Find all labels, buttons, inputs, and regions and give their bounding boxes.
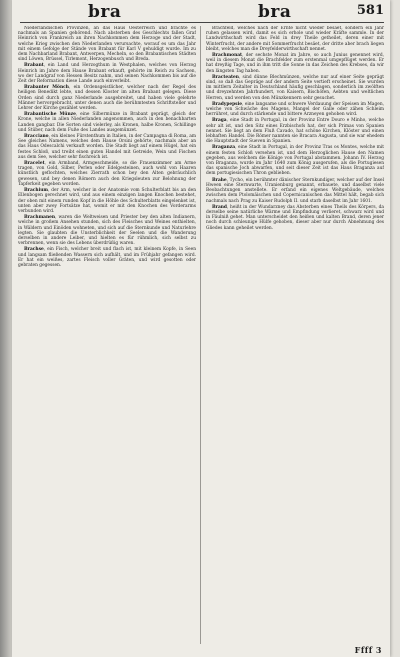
- header-rule: [20, 22, 384, 23]
- entry-title: Brand: [212, 204, 227, 210]
- entry-text: ein kleines Fürstenthum in Italien, in der Campagna di Roma, am See gleiches Namens, welches dem Hause Orsini gehörte, nachmals aber an das Haus Odescalchi verkauft worden. Die Stadt liegt auf einem Hügel, hat ein festes Schloß, und treibt einen guten Handel mit Getreide, Wein und Fischen aus dem See, welcher sehr fischreich ist.: [18, 134, 196, 160]
- entry-text: Tycho, ein berühmter dänischer Sternkundiger, welcher auf der Insel Hween eine Sternwarte, Uranienburg genannt, erbauete, und daselbst viele Beobachtungen anstellete. Er erfand ein eigenes Weltgebäude, welches zwischen dem Ptolomäischen und Copernicanischen das Mittel hält, begab sich nachmals nach Prag zu Kaiser Rudolph II. und starb daselbst im Jahr 1601.: [206, 177, 384, 204]
- entry-title: Brachium: [24, 188, 48, 194]
- entry-paragraph: Brabant, ein Land und Herzogthum in Westphalen, welches von Herzog Heinrich im Jahre dem Hause Brabant erkauft, gehörte im Reich zu Sachsen, wo der Landgraf von Hessen Besitz nahm, und seinen Nachkommen bis auf die Zeit der Reformation diese Lande auch einverleibt.: [18, 63, 196, 85]
- entry-text: Niederländischen Provinzen, an das Haus Oesterreich und brachte es nachmals an Spanien gehörend. Nach absterben des Geschlechts fallen Graf Heinrich von Frankreich an ihren Nachkommen dem Herzoge und der Stadt, welche Krieg zwischen den Niederlanden verursachte, worauf es um das Jahr mit einem Gefolge der Stände von Brabant für Karl V gehuldigt wurde. Im zu dem Nachbarland Brabant, Antwerpen, Mecheln, so den Brabantischen Städten sind Löwen, Brüssel, Tirlemont, Herzogenbusch und Breda.: [18, 26, 196, 63]
- entry-title: Braganza: [212, 145, 236, 151]
- entry-paragraph: Braganza, eine Stadt in Portugal, in der Provinz Tras os Montes, welche mit einem festen Schloß versehen ist, und dem Herzoglichen Hause den Namen gegeben, aus welchem die Könige von Portugal abstammen. Johann IV. Herzog von Braganza, wurde im Jahr 1640 zum König ausgerufen, als die Portugiesen das spanische Joch abwarfen, und seit dieser Zeit ist das Haus Braganza auf dem portugiesischen Thron geblieben.: [206, 145, 384, 177]
- entry-paragraph: [18, 26, 196, 62]
- entry-paragraph: Brachmanen, waren die Weltweisen und Priester bey den alten Indianern, welche in großem Ansehen stunden, sich des Fleisches und Weines enthielten, in Wäldern und Einöden wohneten, und sich auf die Sternkunde und Naturlehre legten. Sie glaubten die Unsterblichkeit der Seelen und die Wanderung derselben in andere Leiber, und hielten es für rühmlich, sich selbst zu verbrennen, wenn sie des Lebens überdrüßig waren.: [18, 215, 196, 247]
- entry-text: der sechste Monat im Jahre, so auch Junius genennet wird, weil in diesem Monat die Brachfelder zum erstenmal umgepflüget werden. Er hat dreyßig Tage, und in ihm tritt die Sonne in das Zeichen des Krebses, da wir den längsten Tag haben.: [206, 53, 384, 74]
- catchword: Ffff 3: [354, 645, 382, 655]
- entry-text: ein Land und Herzogthum in Westphalen, welches von Herzog Heinrich im Jahre dem Hause Brabant erkauft, gehörte im Reich zu Sachsen, wo der Landgraf von Hessen Besitz nahm, und seinen Nachkommen bis auf die Zeit der Reformation diese Lande auch einverleibt.: [18, 63, 196, 85]
- entry-text: ein Ordensgeistlicher, welcher nach der Regel des heiligen Benedikt lebte, und dessen Kloster im alten Brabant gelegen. Diese Orden sind durch ganz Niederlande ausgebreitet, und haben viele gelehrte Männer hervorgebracht, unter denen auch die berühmtesten Schriftsteller und Lehrer der Kirche gezählet werden.: [18, 85, 196, 112]
- entry-text: der Arm, welcher in der Anatomie vom Schulterblatt bis an den Ellenbogen gerechnet wird, und aus einem einzigen langen Knochen bestehet, der oben mit einem runden Kopf in die Höhle des Schulterblatts eingelenket ist, unten aber zwey Fortsätze hat, womit er mit den Knochen des Vorderarms verbunden wird.: [18, 188, 196, 214]
- entry-text: heißt in der Wundarzney das Absterben eines Theils des Körpers, da derselbe seine natürliche Wärme und Empfindung verlieret, schwarz wird und in Fäulniß gehet. Man unterscheidet den heißen und kalten Brand, deren jener noch durch schleunige Hülfe gehoben, dieser aber nur durch Abnehmung des Gliedes kann geheilet werden.: [206, 204, 384, 231]
- entry-paragraph: Brand, heißt in der Wundarzney das Absterben eines Theils des Körpers, da derselbe seine natürliche Wärme und Empfindung verlieret, schwarz wird und in Fäulniß gehet. Man unterscheidet den heißen und kalten Brand, deren jener noch durch schleunige Hülfe gehoben, dieser aber nur durch Abnehmung des Gliedes kann geheilet werden.: [206, 204, 384, 231]
- entry-text: eine Stadt in Portugal, in der Provinz Tras os Montes, welche mit einem festen Schloß versehen ist, und dem Herzoglichen Hause den Namen gegeben, aus welchem die Könige von Portugal abstammen. Johann IV. Herzog von Braganza, wurde im Jahr 1640 zum König ausgerufen, als die Portugiesen das spanische Joch abwarfen, und seit dieser Zeit ist das Haus Braganza auf dem portugiesischen Thron geblieben.: [206, 145, 384, 177]
- entry-title: Brachmonat: [212, 53, 243, 59]
- entry-paragraph: Brachmonat, der sechste Monat im Jahre, so auch Junius genennet wird, weil in diesem Monat die Brachfelder zum erstenmal umgepflüget werden. Er hat dreyßig Tage, und in ihm tritt die Sonne in das Zeichen des Krebses, da wir den längsten Tag haben.: [206, 53, 384, 74]
- entry-text: ein Armband, Armgeschmeide, so die Frauenzimmer am Arme tragen, von Gold, Silber, Perlen oder Edelgesteinen, auch wohl von Haaren künstlich geflochten, welches Zierrath schon bey den Alten gebräuchlich gewesen, und bey denen Römern auch den Kriegsleuten zur Belohnung der Tapferkeit gegeben worden.: [18, 161, 196, 187]
- entry-paragraph: Brahe, Tycho, ein berühmter dänischer Sternkundiger, welcher auf der Insel Hween eine Sternwarte, Uranienburg genannt, erbauete, und daselbst viele Beobachtungen anstellete. Er erfand ein eigenes Weltgebäude, welches zwischen dem Ptolomäischen und Copernicanischen das Mittel hält, begab sich nachmals nach Prag zu Kaiser Rudolph II. und starb daselbst im Jahr 1601.: [206, 177, 384, 204]
- entry-title: Bracelet: [24, 161, 45, 167]
- book-page: [12, 0, 390, 657]
- entry-text: eine Silbermünze in Brabant geprägt, gleich der Krone, welche in allen Niederlanden angenommen, auch in den benachbarten Landen gangbar. Die Sorten sind vielerley, als Kronen, halbe Kronen, Schillinge und Stüber, nach dem Fuße des Landes ausgemünzet.: [18, 112, 196, 133]
- entry-paragraph: Bracteaten, sind dünne Blechmünzen, welche nur auf einer Seite geprägt sind, so daß das Gepräge auf der andern Seite vertieft erscheinet. Sie wurden im mittlern Zeitalter in Deutschland häufig geschlagen, sonderlich im zwölften und dreyzehnten Jahrhundert, von Kaisern, Bischöfen, Aebten und weltlichen Herren, und werden von den Münzkennern sehr gesuchet.: [206, 74, 384, 101]
- entry-title: Brabanter Mönch: [24, 85, 69, 91]
- entry-title: Bradypepsie: [212, 101, 243, 107]
- entry-title: Brachmanen: [24, 215, 56, 221]
- entry-paragraph: Brabantische Münze, eine Silbermünze in Brabant geprägt, gleich der Krone, welche in allen Niederlanden angenommen, auch in den benachbarten Landen gangbar. Die Sorten sind vielerley, als Kronen, halbe Kronen, Schillinge und Stüber, nach dem Fuße des Landes ausgemünzet.: [18, 112, 196, 133]
- running-header: [12, 2, 390, 20]
- book-gutter: [0, 0, 12, 657]
- header-left-word: bra: [88, 2, 122, 22]
- entry-title: Bracteaten: [212, 74, 239, 80]
- entry-title: Bracciano: [24, 134, 49, 140]
- column-divider: [200, 26, 201, 644]
- entry-paragraph: [206, 26, 384, 52]
- page-number: 581: [356, 3, 384, 18]
- entry-text: sind dünne Blechmünzen, welche nur auf einer Seite geprägt sind, so daß das Gepräge auf der andern Seite vertieft erscheinet. Sie wurden im mittlern Zeitalter in Deutschland häufig geschlagen, sonderlich im zwölften und dreyzehnten Jahrhundert, von Kaisern, Bischöfen, Aebten und weltlichen Herren, und werden von den Münzkennern sehr gesuchet.: [206, 74, 384, 101]
- entry-paragraph: Brachse, ein Fisch, welcher breit und flach ist, mit kleinem Kopfe, in Seen und langsam fließenden Wassern sich aufhält, und im Frühjahr gefangen wird. Er hat ein weißes, zartes Fleisch voller Gräten, und wird gesotten oder gebraten gegessen.: [18, 247, 196, 268]
- entry-title: Brahe: [212, 177, 227, 183]
- entry-text: waren die Weltweisen und Priester bey den alten Indianern, welche in großem Ansehen stunden, sich des Fleisches und Weines enthielten, in Wäldern und Einöden wohneten, und sich auf die Sternkunde und Naturlehre legten. Sie glaubten die Unsterblichkeit der Seelen und die Wanderung derselben in andere Leiber, und hielten es für rühmlich, sich selbst zu verbrennen, wenn sie des Lebens überdrüßig waren.: [18, 215, 196, 247]
- entry-paragraph: Braga, eine Stadt in Portugal, in der Provinz Entre Douro e Minho, welche sehr alt ist, und den Sitz eines Erzbischofs hat, der sich Primas von Spanien nennet. Sie liegt an dem Fluß Cavado, hat schöne Kirchen, Klöster und einen lebhaften Handel. Die Römer nannten sie Bracara Augusta, und sie war ehedem die Hauptstadt der Sueven in Spanien.: [206, 118, 384, 145]
- entry-text: ein Fisch, welcher breit und flach ist, mit kleinem Kopfe, in Seen und langsam fließenden Wassern sich aufhält, und im Frühjahr gefangen wird. Er hat ein weißes, zartes Fleisch voller Gräten, und wird gesotten oder gebraten gegessen.: [18, 247, 196, 268]
- entry-paragraph: Bracelet, ein Armband, Armgeschmeide, so die Frauenzimmer am Arme tragen, von Gold, Silber, Perlen oder Edelgesteinen, auch wohl von Haaren künstlich geflochten, welches Zierrath schon bey den Alten gebräuchlich gewesen, und bey denen Römern auch den Kriegsleuten zur Belohnung der Tapferkeit gegeben worden.: [18, 161, 196, 187]
- entry-text: eine Stadt in Portugal, in der Provinz Entre Douro e Minho, welche sehr alt ist, und den Sitz eines Erzbischofs hat, der sich Primas von Spanien nennet. Sie liegt an dem Fluß Cavado, hat schöne Kirchen, Klöster und einen lebhaften Handel. Die Römer nannten sie Bracara Augusta, und sie war ehedem die Hauptstadt der Sueven in Spanien.: [206, 118, 384, 145]
- entry-title: Braga: [212, 118, 227, 124]
- entry-title: Brabant: [24, 63, 44, 69]
- left-column: [18, 26, 196, 644]
- entry-paragraph: Brabanter Mönch, ein Ordensgeistlicher, welcher nach der Regel des heiligen Benedikt lebte, und dessen Kloster im alten Brabant gelegen. Diese Orden sind durch ganz Niederlande ausgebreitet, und haben viele gelehrte Männer hervorgebracht, unter denen auch die berühmtesten Schriftsteller und Lehrer der Kirche gezählet werden.: [18, 85, 196, 112]
- entry-text: Brachfeld, welches nach der Ernte nicht wieder besäet, sondern ein Jahr ruhen gelassen wird, damit es sich erhole und wieder Kräfte sammle. In der Landwirthschaft wird das Feld in drey Theile getheilet, deren einer mit Winterfrucht, der andere mit Sommerfrucht besäet, der dritte aber brach liegen bleibt, welches man die Dreyfelderwirthschaft nennet.: [206, 26, 384, 52]
- entry-paragraph: Brachium, der Arm, welcher in der Anatomie vom Schulterblatt bis an den Ellenbogen gerechnet wird, und aus einem einzigen langen Knochen bestehet, der oben mit einem runden Kopf in die Höhle des Schulterblatts eingelenket ist, unten aber zwey Fortsätze hat, womit er mit den Knochen des Vorderarms verbunden wird.: [18, 188, 196, 214]
- entry-text: eine langsame und schwere Verdauung der Speisen im Magen, welche von Schwäche des Magens, Mangel der Galle oder zähen Schleim herrühret, und durch stärkende und bittere Arzneyen gehoben wird.: [206, 101, 384, 118]
- right-column: [206, 26, 384, 644]
- entry-paragraph: Bracciano, ein kleines Fürstenthum in Italien, in der Campagna di Roma, am See gleiches Namens, welches dem Hause Orsini gehörte, nachmals aber an das Haus Odescalchi verkauft worden. Die Stadt liegt auf einem Hügel, hat ein festes Schloß, und treibt einen guten Handel mit Getreide, Wein und Fischen aus dem See, welcher sehr fischreich ist.: [18, 134, 196, 160]
- entry-paragraph: Bradypepsie, eine langsame und schwere Verdauung der Speisen im Magen, welche von Schwäche des Magens, Mangel der Galle oder zähen Schleim herrühret, und durch stärkende und bittere Arzneyen gehoben wird.: [206, 101, 384, 118]
- header-right-word: bra: [258, 2, 292, 22]
- entry-title: Brabantische Münze: [24, 112, 76, 118]
- entry-title: Brachse: [24, 247, 44, 253]
